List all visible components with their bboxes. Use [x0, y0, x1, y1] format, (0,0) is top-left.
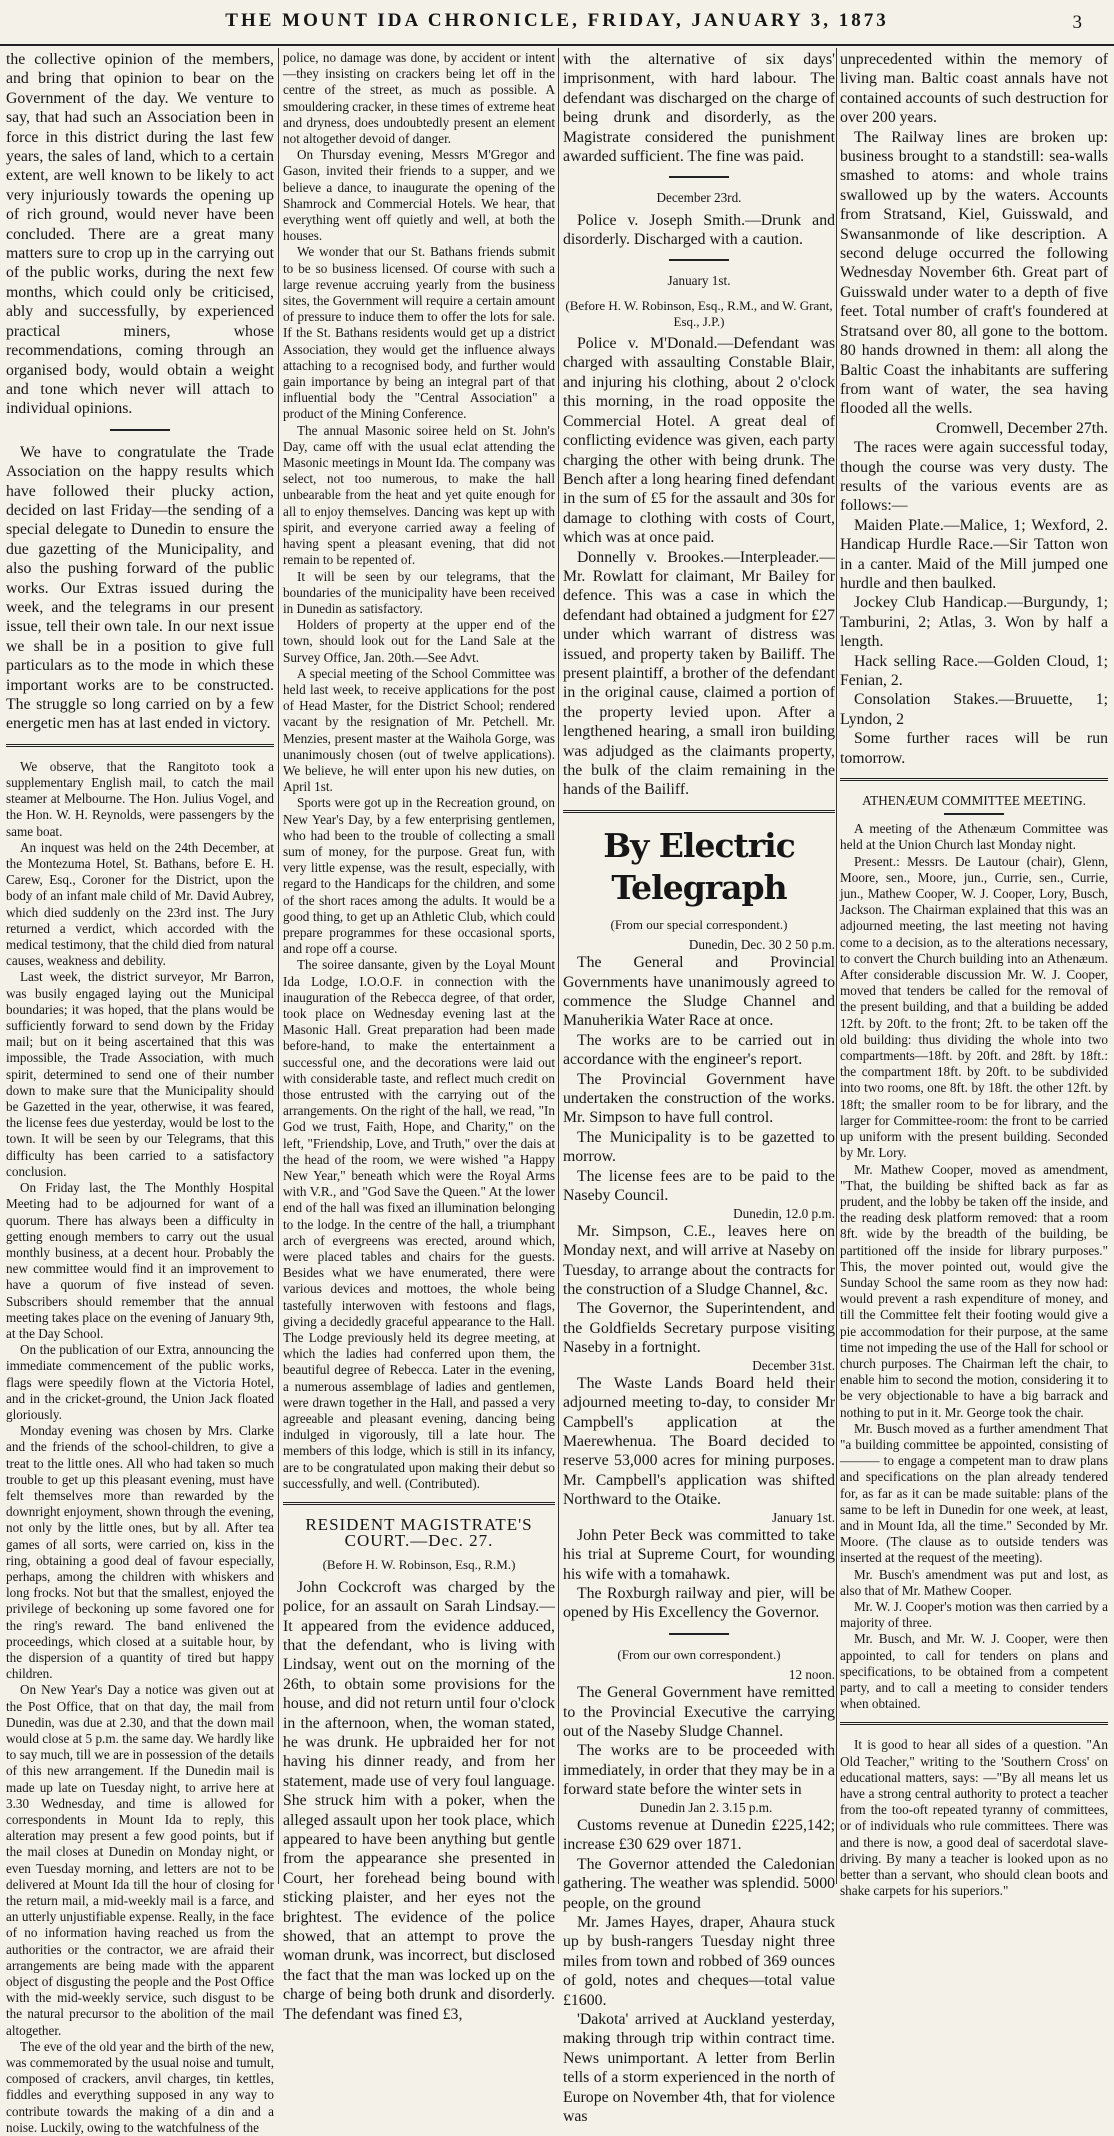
separator: [944, 813, 1004, 815]
telegraph-item: Mr. Simpson, C.E., leaves here on Monday next, and will arrive at Naseby on Tuesday, to arrange about the contracts for the construction of a Sludge Channel, &c.: [563, 1222, 835, 1298]
telegraph-item: The Governor attended the Caledonian gathering. The weather was splendid. 5000 people, on the ground: [563, 1855, 835, 1912]
telegraph-dateline: Dunedin, 12.0 p.m.: [733, 1205, 835, 1221]
separator: [669, 1633, 729, 1635]
telegraph-item: The General and Provincial Governments have unanimously agreed to commence the Sludge Channel and Manuherikia Water Race at once.: [563, 954, 835, 1030]
court-date-heading: December 23rd.: [656, 190, 742, 206]
column-rule: [836, 48, 837, 1884]
telegraph-item: The Provincial Government have undertaken the construction of the works. Mr. Simpson to have full control.: [563, 1070, 835, 1127]
article-paragraph: the collective opinion of the members, and bring that opinion to bear on the Government of the day. We venture to say, that had such an Association been in force in this district during the last few years, the sales of land, which to a certain extent, are well known to be likely to act very injuriously towards the opening up of rich ground, would never have been concluded. There are a great many matters sure to crop up in the carrying out of the public works, during the next few months, which could only be criticised, ably and successfully, by experienced practical miners, whose recommendations, coming through an organised body, would obtain a weight and tone which never will attach to individual opinions.: [6, 51, 274, 418]
newspaper-title: THE MOUNT IDA CHRONICLE, FRIDAY, JANUARY 3, 1873: [225, 10, 889, 31]
race-result: Hack selling Race.—Golden Cloud, 1; Fenian, 2.: [840, 652, 1108, 689]
article-paragraph: We have to congratulate the Trade Association on the happy results which have followed their plucky action, decided on last Friday—the sending of a special delegate to Dunedin to ensure the due gazetting of the Municipality, and also the pushing forward of the public works. Our Extras issued during the week, and the telegrams in our present issue, tell their own tale. In our next issue we shall be in a position to give full particulars as to the mode in which these important works are to be constructed. The struggle so long carried on by a few energetic men has at last ended in victory.: [6, 443, 274, 733]
column-rule: [558, 48, 559, 1884]
telegraph-item: The Roxburgh railway and pier, will be opened by His Excellency the Governor.: [563, 1585, 835, 1622]
athenaeum-paragraph: Mr. Busch moved as a further amendment That "a building committee be appointed, consisting of ——— to engage a competent man to draw plans and specifications on the plan already tendered for, as far as it can be made suitable: plans of the same to be left in Dunedin for one week, at least, and in Mount Ida, all the time." Seconded by Mr. Moore. (The clause as to outside tenders was inserted at the request of the meeting).: [840, 1420, 1108, 1566]
news-item: Monday evening was chosen by Mrs. Clarke and the friends of the school-children, to give a treat to the little ones. All who had taken so much trouble to get up this pleasant evening, must have felt themselves more than rewarded by the downright enjoyment, shown through the evening, not only by the little ones, but by all. After tea games of all sorts, were carried on, kiss in the ring, obtaining a good deal of favour especially, perhaps, among the children with whiskers and long frocks. Not but that the smallest, enjoyed the privilege of beckoning up some favored one for the ring's reward. The band enlivened the proceedings, which closed at a suitable hour, by the dispersion of a quantity of tired but happy children.: [6, 1423, 274, 1682]
news-item: On Thursday evening, Messrs M'Gregor and Gason, invited their friends to a supper, and we believe a dance, to inaugurate the opening of the Shamrock and Commercial Hotels. We hear, that everything went off quietly and well, at both the houses.: [283, 147, 555, 244]
court-case: Police v. Joseph Smith.—Drunk and disorderly. Discharged with a caution.: [563, 211, 835, 249]
news-item: The eve of the old year and the birth of the new, was commemorated by the usual noise and tumult, composed of crackers, anvil charges, tin kettles, fiddles and everything supposed in any way to contribute towards the making of a din and a noise. Luckily, owing to the watchfulness of the: [6, 2038, 274, 2135]
court-heading: RESIDENT MAGISTRATE'S COURT.—Dec. 27.: [305, 1515, 533, 1551]
telegraph-source: (From our special correspondent.): [610, 916, 788, 932]
athenaeum-paragraph: Mr. W. J. Cooper's motion was then carried by a majority of three.: [840, 1598, 1108, 1631]
news-item: Holders of property at the upper end of the town, should look out for the Land Sale at the Survey Office, Jan. 20th.—See Advt.: [283, 617, 555, 665]
court-case: Donnelly v. Brookes.—Interpleader.—Mr. Rowlatt for claimant, Mr Bailey for defence. This was a case in which the defendant had obtained a judgment for £27 under which warrant of distress was issued, and property taken by Bailiff. The present plaintiff, a brother of the defendant in the original cause, claimed a portion of the property levied upon. After a lengthened hearing, a small iron building was adjudged as the claimants property, the bulk of the claim remaining in the hands of the Bailiff.: [563, 548, 835, 799]
news-item: The annual Masonic soiree held on St. John's Day, came off with the usual eclat attending the Masonic meetings in Mount Ida. The company was select, not too numerous, to make the hall unbearable from the heat and yet quite enough for all to enjoy themselves. Dancing was kept up with spirit, and everyone carried away a feeling of having spent a pleasant evening, that did not remain to be repented of.: [283, 422, 555, 568]
column-2: [283, 50, 555, 2023]
news-item: The soiree dansante, given by the Loyal Mount Ida Lodge, I.O.O.F. in connection with the inauguration of the Rebecca degree, of that order, took place on Wednesday evening last at the Masonic Hall. Great preparation had been made before-hand, to make the entertainment a successful one, and the decorations were laid out with considerable taste, and reflect much credit on those entrusted with the carrying out of the arrangements. On the right of the hall, we read, "In God we trust, Faith, Hope, and Charity," on the left, "Friendship, Love, and Truth," over the dais at the head of the room, we were wished "a Happy New Year," beneath which were the Royal Arms with V.R., and "God Save the Queen." At the lower end of the hall was fixed an illumination belonging to the lodge. In the centre of the hall, a triumphant arch of evergreens was erected, around which, were placed tables and chairs for the guests. Besides what we have enumerated, there were various devices and mottoes, the whole being tastefully interwoven with festoons and flags, giving a decidedly graceful appearance to the Hall. The Lodge previously held its degree meeting, at which the ladies had conferred upon them, the beautiful degree of Rebecca. Later in the evening, a numerous assemblage of ladies and gentlemen, were drawn together in the Hall, and passed a very agreeable and pleasant evening, dancing being indulged in vigorously, till a late hour. The members of this lodge, which is still in its infancy, are to be congratulated upon making their debut so successfully, and well. (Contributed).: [283, 957, 555, 1491]
athenaeum-paragraph: Mr. Busch, and Mr. W. J. Cooper, were then appointed, to call for tenders on plans and specifications, to be obtained from a competent party, and to call a meeting to consider tenders when obtained.: [840, 1631, 1108, 1712]
column-1: [6, 50, 274, 2135]
news-item: police, no damage was done, by accident or intent—they insisting on crackers being let off in the centre of the street, as much as possible. A smouldering cracker, in these times of extreme heat and dryness, does undoubtedly present an element not altogether devoid of danger.: [283, 50, 555, 147]
news-item: An inquest was held on the 24th December, at the Montezuma Hotel, St. Bathans, before E. H. Carew, Esq., Coroner for the District, upon the body of an infant male child of Mr. David Aubrey, which died suddenly on the 23rd inst. The Jury returned a verdict, which accorded with the medical testimony, that the child died from natural causes, weakness and debility.: [6, 839, 274, 969]
telegraph-dateline: December 31st.: [752, 1357, 835, 1373]
separator: [840, 778, 1108, 781]
telegraph-item: John Peter Beck was committed to take his trial at Supreme Court, for wounding his wife with a tomahawk.: [563, 1526, 835, 1583]
separator: [840, 1722, 1108, 1725]
news-item: On Friday last, the The Monthly Hospital Meeting had to be adjourned for want of a quorum. There has always been a difficulty in getting enough members to carry out the usual monthly business, at a decent hour. Probably the new committee would find it an improvement to have a quorum of five instead of seven. Subscribers should remember that the annual meeting takes place on the evening of January 9th, at the Day School.: [6, 1180, 274, 1341]
telegraph-dateline: Dunedin, Dec. 30 2 50 p.m.: [688, 937, 835, 953]
separator: [110, 429, 170, 431]
athenaeum-heading: ATHENÆUM COMMITTEE MEETING.: [862, 793, 1086, 809]
separator: [669, 259, 729, 261]
separator: [563, 810, 835, 813]
news-item: On the publication of our Extra, announcing the immediate commencement of the public works, flags were speedily flown at the Victoria Hotel, and in the cricket-ground, the Union Jack floated gloriously.: [6, 1342, 274, 1422]
athenaeum-paragraph: Mr. Mathew Cooper, moved as amendment, "That, the building be shifted back as far as prudent, and the lobby be taken off the inside, and the reading desk platform removed: that a room 8ft. wide by the breadth of the building, be partitioned off the inside for library purposes." This, the mover pointed out, would give the Sunday School the same room as they now had: would prevent a rash expenditure of money, and till the Committee felt their footing would give a pie accommodation for their purpose, at the same time not impeding the use of the Hall for school or church purposes. The Chairman left the chair, to enable him to second the motion, considering it to be very objectionable to have a big barrack and nothing to put in it. Mr. George took the chair.: [840, 1161, 1108, 1420]
telegraph-item: The license fees are to be paid to the Naseby Council.: [563, 1167, 835, 1205]
telegraph-item: The General Government have remitted to the Provincial Executive the carrying out of the Naseby Sludge Channel.: [563, 1684, 835, 1741]
telegraph-item: The Waste Lands Board held their adjourned meeting to-day, to consider Mr Campbell's application at the Maerewhenua. The Board decided to reserve 53,000 acres for mining purposes. Mr. Campbell's application was shifted Northward to the Otaike.: [563, 1374, 835, 1509]
athenaeum-paragraph: A meeting of the Athenæum Committee was held at the Union Church last Monday night.: [840, 821, 1108, 853]
column-4: [840, 50, 1108, 1899]
telegraph-item: unprecedented within the memory of living man. Baltic coast annals have not contained accounts of such destruction for over 200 years.: [840, 51, 1108, 127]
telegraph-dateline: 12 noon.: [788, 1667, 835, 1683]
masthead: [0, 0, 1114, 46]
telegraph-dateline: Cromwell, December 27th.: [936, 419, 1108, 437]
news-item: Last week, the district surveyor, Mr Barron, was busily engaged laying out the Municipal boundaries; it was hoped, that the plans would be sufficiently forward to send down by the Friday mail; but on it being ascertained that this was impossible, the Trade Association, with much spirit, determined to send one of their number down to make sure that the Municipality should be Gazetted in the year, otherwise, it was feared, the license fees due yesterday, would be lost to the town. It will be seen by our Telegrams, that this difficulty has been carried to a satisfactory conclusion.: [6, 969, 274, 1179]
telegraph-item: The Municipality is to be gazetted to morrow.: [563, 1128, 835, 1166]
court-date-heading: January 1st.: [667, 273, 731, 289]
page-number: 3: [1072, 12, 1082, 33]
news-item: It will be seen by our telegrams, that the boundaries of the municipality have been received in Dunedin as satisfactory.: [283, 568, 555, 616]
race-result: Consolation Stakes.—Bruuette, 1; Lyndon, 2: [840, 691, 1108, 728]
column-3: [563, 50, 835, 2125]
telegraph-heading: By Electric Telegraph: [603, 825, 795, 907]
court-before: (Before H. W. Robinson, Esq., R.M., and W. Grant, Esq., J.P.): [565, 297, 833, 329]
news-item: A special meeting of the School Committee was held last week, to receive applications for the post of Head Master, for the District School; rendered vacant by the resignation of Mr. Petchell. Mr. Menzies, present master at the Waihola Gorge, was unanimously chosen (out of twelve applications). We believe, he will enter upon his new duties, on April 1st.: [283, 665, 555, 795]
telegraph-item: The works are to be proceeded with immediately, in order that they may be in a forward state before the winter sets in: [563, 1742, 835, 1799]
telegraph-item: Customs revenue at Dunedin £225,142; increase £30 629 over 1871.: [563, 1816, 835, 1854]
court-report: John Cockcroft was charged by the police, for an assault on Sarah Lindsay.—It appeared from the evidence adduced, that the defendant, who is living with Lindsay, went out on the morning of the 26th, to obtain some provisions for the house, and did not return until four o'clock in the afternoon, when, the woman stated, he was drunk. He upbraided her for not having his dinner ready, and from her statement, made use of very foul language. She struck him with a poker, when the alleged assault upon her took place, which appeared to have been anything but gentle from the appearance she presented in Court, her forehead being bound with sticking plaister, and her eyes not the brightest. The evidence of the police showed, that an attempt to prove the woman drunk, was incorrect, but disclosed the fact that the man was locked up on the charge of being both drunk and disorderly. The defendant was fined £3,: [283, 1578, 555, 2023]
telegraph-dateline: January 1st.: [772, 1509, 835, 1525]
athenaeum-paragraph: Present.: Messrs. De Lautour (chair), Glenn, Moore, sen., Moore, jun., Currie, sen., Currie, jun., Mathew Cooper, W. J. Cooper, Lory, Busch, Jackson. The Chairman explained that this was an adjourned meeting, the last meeting not having come to a decision, as to the alterations necessary, to convert the Church building into an Athenæum. After considerable discussion Mr. W. J. Cooper, moved that tenders be called for the removal of the present building, and that a building be added 12ft. by 20ft. to the front; 2ft. to be taken off the old building: thus dividing the whole into two compartments—18ft. by 20ft. and 28ft. by 18ft.: the compartment 18ft. by 20ft. to be subdivided into two rooms, one 8ft. by 18ft. the other 12ft. by 18ft; the smaller room to be for library, and the larger for Committee-room: the front to be carried up uniform with the present building. Seconded by Mr. Lory.: [840, 853, 1108, 1161]
telegraph-dateline: Dunedin Jan 2. 3.15 p.m.: [639, 1799, 773, 1815]
court-report: with the alternative of six days' imprisonment, with hard labour. The defendant was discharged on the charge of being drunk and disorderly, as the Magistrate considered the punishment awarded sufficient. The fine was paid.: [563, 51, 835, 166]
column-rule: [278, 48, 279, 1884]
race-result: Jockey Club Handicap.—Burgundy, 1; Tamburini, 2; Atlas, 3. Won by half a length.: [840, 594, 1108, 651]
news-item: On New Year's Day a notice was given out at the Post Office, that on that day, the mail from Dunedin, was due at 2.30, and that the down mail would close at 5 p.m. the same day. We hardly like to say much, till we are in possession of the details of this new arrangement. If the Dunedin mail is made up late on Tuesday night, to arrive here at 3.30 Wednesday, and time is allowed for correspondents in Mount Ida to reply, this alteration may present a few good points, but if the mail closes at Dunedin on Monday night, or even Tuesday morning, and letters are not to be delivered at Mount Ida till the hour of closing for the return mail, a mid-weekly mail is a farce, and an utterly unjustifiable expense. Really, in the face of no information having reached us from the authorities or the contractor, we are afraid their arrangements are being made with the apparent object of disgusting the people and the Post Office with the mid-weekly service, such disgust to be the natural precursor to the abolition of the mail altogether.: [6, 1682, 274, 2038]
court-case: Police v. M'Donald.—Defendant was charged with assaulting Constable Blair, and injuring his clothing, about 2 o'clock this morning, in the road opposite the Commercial Hotel. A great deal of conflicting evidence was given, each party charging the other with being drunk. The Bench after a long hearing fined defendant in the sum of £5 for the assault and 30s for damage to clothing with costs of Court, which was at once paid.: [563, 335, 835, 547]
race-result: Maiden Plate.—Malice, 1; Wexford, 2. Handicap Hurdle Race.—Sir Tatton won in a canter. Maid of the Mill jumped one hurdle and then baulked.: [840, 516, 1108, 592]
telegraph-item: Mr. James Hayes, draper, Ahaura stuck up by bush-rangers Tuesday night three miles from town and robbed of 369 ounces of gold, notes and cheques—total value £1600.: [563, 1913, 835, 2009]
telegraph-item: The works are to be carried out in accordance with the engineer's report.: [563, 1031, 835, 1069]
telegraph-item: The Governor, the Superintendent, and the Goldfields Secretary purpose visiting Naseby in a fortnight.: [563, 1300, 835, 1357]
court-before: (Before H. W. Robinson, Esq., R.M.): [322, 1557, 516, 1573]
separator: [6, 744, 274, 747]
separator: [669, 176, 729, 178]
separator: [283, 1502, 555, 1505]
news-item: It is good to hear all sides of a question. "An Old Teacher," writing to the 'Southern Cross' on educational matters, says: —"By all means let us have a strong central authority to protect a teacher from the too-oft repeated tyranny of committees, or of individuals who rule committees. There was and there is now, a good deal of sacerdotal slave-driving. By many a teacher is looked upon as no better than a servant, who should clean boots and shake carpets for his superiors.": [840, 1737, 1108, 1899]
news-item: Sports were got up in the Recreation ground, on New Year's Day, by a few enterprising gentlemen, who had been to the trouble of collecting a small sum of money, for the purpose. Great fun, with very little expense, was the result, especially, with regard to the Handicaps for the children, and some of the short races among the adults. It would be a good thing, to get up an Athletic Club, which could prepare programmes for these occasional sports, and rope off a course.: [283, 795, 555, 957]
telegraph-item: Some further races will be run tomorrow.: [840, 730, 1108, 767]
telegraph-item: 'Dakota' arrived at Auckland yesterday, making through trip within contract time. News unimportant. A letter from Berlin tells of a storm experienced in the north of Europe on November 4th, that for violence was: [563, 2010, 835, 2125]
telegraph-item: The Railway lines are broken up: business brought to a standstill: sea-walls smashed to atoms: and whole trains swallowed up by the waters. Accounts from Stratsand, Kiel, Guisswald, and Swansanmonde of like description. A second deluge occurred the following Wednesday November 6th. Great part of Guisswald under water to a depth of five feet. Total number of craft's foundered at Stratsand over 80, all gone to the bottom. 80 hands drowned in them: all along the Baltic Coast the inhabitants are suffering from want of water, the sea having flooded all the wells.: [840, 128, 1108, 418]
telegraph-source: (From our own correspondent.): [617, 1646, 781, 1662]
athenaeum-paragraph: Mr. Busch's amendment was put and lost, as also that of Mr. Mathew Cooper.: [840, 1566, 1108, 1598]
telegraph-item: The races were again successful today, though the course was very dusty. The results of the various events are as follows:—: [840, 439, 1108, 515]
news-item: We observe, that the Rangitoto took a supplementary English mail, to catch the mail steamer at Melbourne. The Hon. Julius Vogel, and the Hon. W. H. Reynolds, were passengers by the same boat.: [6, 758, 274, 839]
news-item: We wonder that our St. Bathans friends submit to be so business licensed. Of course with such a large revenue accruing yearly from the business sites, the Government will require a certain amount of pressure to induce them to offer the lots for sale. If the St. Bathans residents would get up a district Association, they would get the influence always attaching to a recognised body, and further would gain importance by being an integral part of that influential body the "Central Association" a product of the Mining Conference.: [283, 244, 555, 422]
